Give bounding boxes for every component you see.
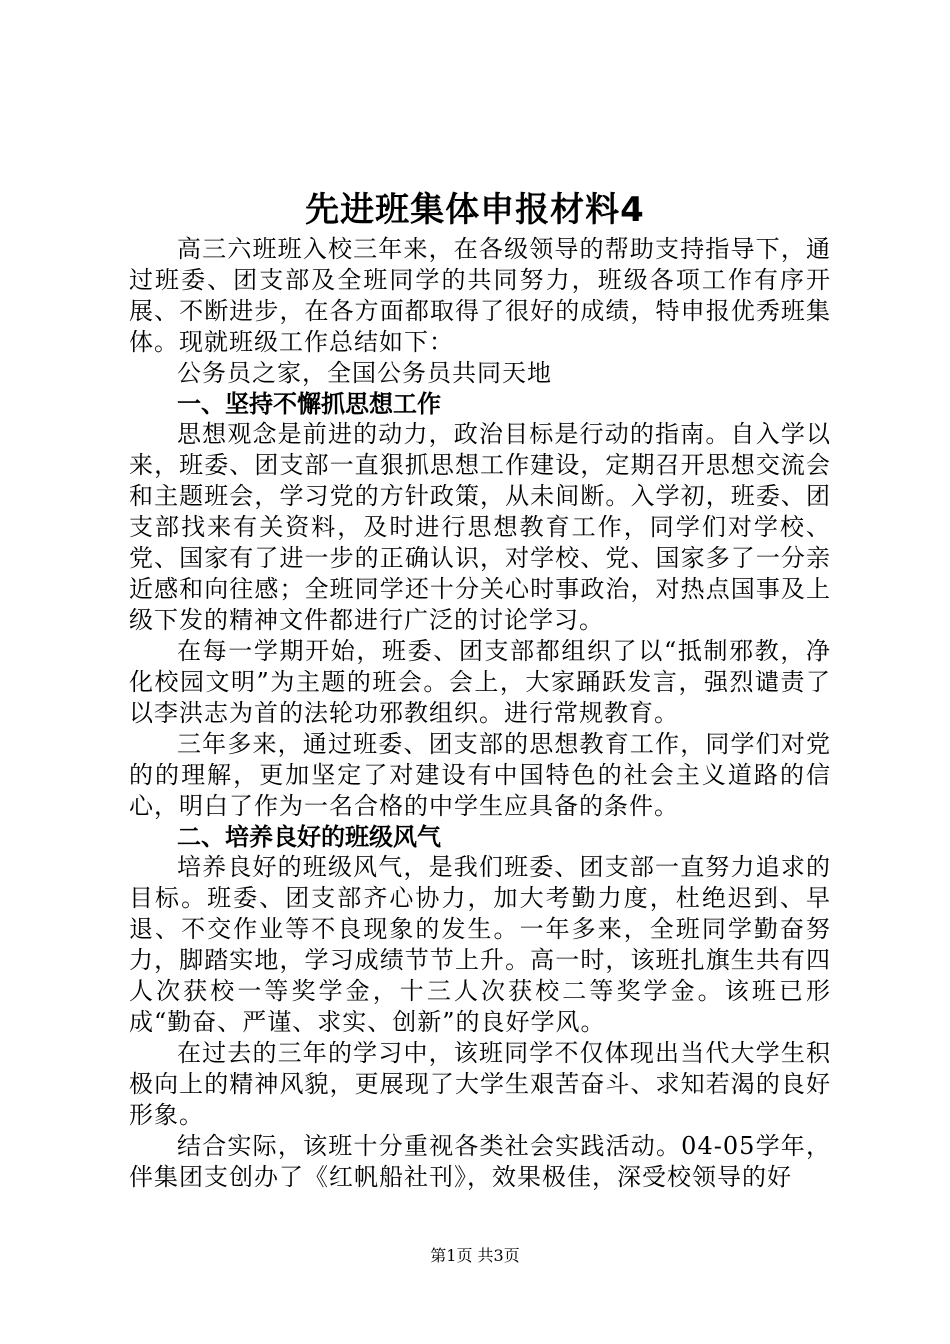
paragraph-class-meeting: 在每一学期开始，班委、团支部都组织了以“抵制邪教，净化校园文明”为主题的班会。会上，大家踊跃发言，强烈谴责了以李洪志为首的法轮功邪教组织。进行常规教育。 (129, 637, 831, 727)
page-footer: 第1页 共3页 (430, 1246, 520, 1265)
paragraph-three-years: 三年多来，通过班委、团支部的思想教育工作，同学们对党的的理解，更加坚定了对建设有中国特色的社会主义道路的信心，明白了作为一名合格的中学生应具备的条件。 (129, 730, 831, 820)
paragraph-practice: 结合实际，该班十分重视各类社会实践活动。04-05学年，伴集团支创办了《红帆船社刊》，效果极佳，深受校领导的好 (129, 1132, 831, 1191)
document-body (129, 234, 831, 1193)
paragraph-ideology: 思想观念是前进的动力，政治目标是行动的指南。自入学以来，班委、团支部一直狠抓思想工作建设，定期召开思想交流会和主题班会，学习党的方针政策，从未间断。入学初，班委、团支部找来有关资料，及时进行思想教育工作，同学们对学校、党、国家有了进一步的正确认识，对学校、党、国家多了一分亲近感和向往感；全班同学还十分关心时事政治，对热点国事及上级下发的精神文件都进行广泛的讨论学习。 (129, 420, 831, 634)
section-heading-1: 一、坚持不懈抓思想工作 (177, 390, 441, 418)
document-title: 先进班集体申报材料4 (305, 190, 645, 230)
paragraph-class-style: 培养良好的班级风气，是我们班委、团支部一直努力追求的目标。班委、团支部齐心协力，加大考勤力度，杜绝迟到、早退、不交作业等不良现象的发生。一年多来，全班同学勤奋努力，脚踏实地，学习成绩节节上升。高一时，该班扎旗生共有四人次获校一等奖学金，十三人次获校二等奖学金。该班已形成“勤奋、严谨、求实、创新”的良好学风。 (129, 853, 831, 1036)
paragraph-watermark-line: 公务员之家，全国公务员共同天地 (177, 359, 552, 387)
section-heading-2: 二、培养良好的班级风气 (177, 823, 441, 851)
paragraph-study: 在过去的三年的学习中，该班同学不仅体现出当代大学生积极向上的精神风貌，更展现了大学生艰苦奋斗、求知若渴的良好形象。 (129, 1039, 831, 1129)
paragraph-intro: 高三六班班入校三年来，在各级领导的帮助支持指导下，通过班委、团支部及全班同学的共同努力，班级各项工作有序开展、不断进步，在各方面都取得了很好的成绩，特申报优秀班集体。现就班级工作总结如下： (129, 235, 831, 356)
